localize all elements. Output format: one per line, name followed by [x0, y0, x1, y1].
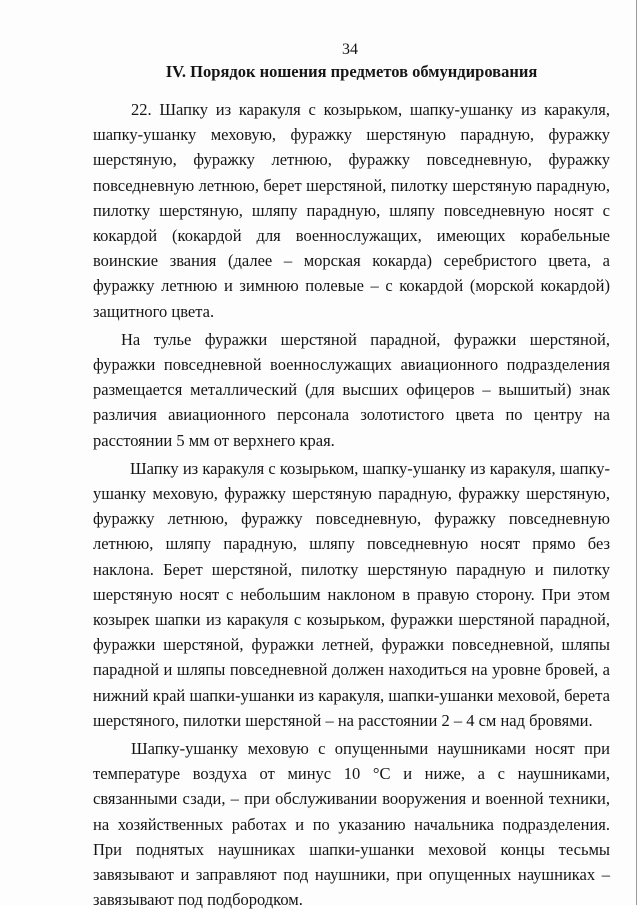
section-heading: IV. Порядок ношения предметов обмундирования: [165, 62, 538, 81]
page-number: 34: [342, 41, 358, 58]
paragraph-wearing-manner: Шапку из каракуля с козырьком, шапку-ушанку из каракуля, шапку-ушанку меховую, фуражку шерстяную парадную, фуражку шерстяную, фуражку летнюю, фуражку повседневную, фуражку повседневную летнюю, шляпу парадную, шляпу повседневную носят прямо без наклона. Берет шерстяной, пилотку шерстяную парадную и пилотку шерстяную носят с небольшим наклоном в правую сторону. При этом козырек шапки из каракуля с козырьком, фуражки шерстяной парадной, фуражки шерстяной, фуражки летней, фуражки повседневной, шляпы парадной и шляпы повседневной должен находиться на уровне бровей, а нижний край шапки-ушанки из каракуля, шапки-ушанки меховой, берета шерстяного, пилотки шерстяной – на расстоянии 2 – 4 см над бровями.: [93, 458, 610, 730]
paragraph-aviation-badge: На тулье фуражки шерстяной парадной, фуражки шерстяной, фуражки повседневной военнослужащих авиационного подразделения размещается металлический (для высших офицеров – вышитый) знак различия авиационного персонала золотистого цвета по центру на расстоянии 5 мм от верхнего края.: [93, 329, 610, 450]
scan-edge-line: [636, 0, 637, 905]
document-body: [93, 97, 610, 913]
paragraph-earflaps: Шапку-ушанку меховую с опущенными наушниками носят при температуре воздуха от минус 10 °С и ниже, а с наушниками, связанными сзади, – при обслуживании вооружения и военной техники, на хозяйственных работах и по указанию начальника подразделения. При поднятых наушниках шапки-ушанки меховой концы тесьмы завязывают и заправляют под наушники, при опущенных наушниках – завязывают под подбородком.: [93, 739, 610, 910]
paragraph-22: 22. Шапку из каракуля с козырьком, шапку-ушанку из каракуля, шапку-ушанку меховую, фуражку шерстяную парадную, фуражку шерстяную, фуражку летнюю, фуражку повседневную, фуражку повседневную летнюю, берет шерстяной, пилотку шерстяную парадную, пилотку шерстяную, шляпу парадную, шляпу повседневную носят с кокардой (кокардой для военнослужащих, имеющих корабельные воинские звания (далее – морская кокарда) серебристого цвета, а фуражку летнюю и зимнюю полевые – с кокардой (морской кокардой) защитного цвета.: [93, 100, 610, 321]
